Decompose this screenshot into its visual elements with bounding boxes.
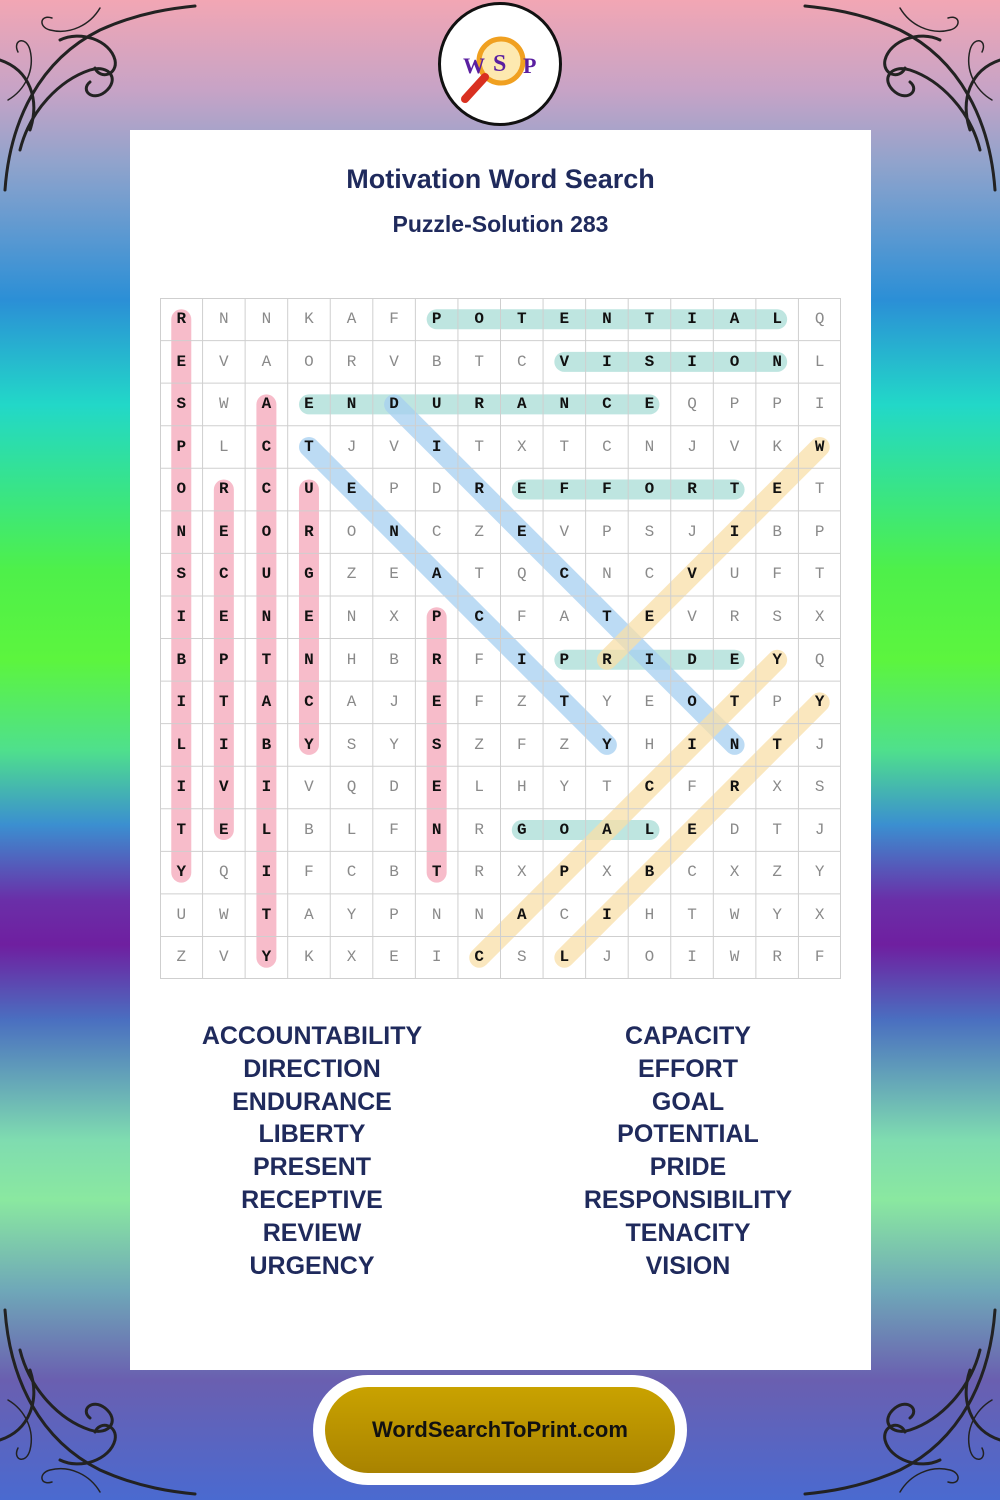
grid-cell: E xyxy=(772,480,782,499)
page-title: Motivation Word Search xyxy=(346,164,655,194)
grid-cell: Q xyxy=(687,395,697,414)
grid-cell: I xyxy=(176,607,187,626)
grid-cell: N xyxy=(346,607,357,626)
grid-cell: R xyxy=(219,480,229,499)
grid-cell: T xyxy=(304,437,314,456)
grid-cell: I xyxy=(644,650,655,669)
site-logo[interactable] xyxy=(438,2,562,126)
grid-cell: K xyxy=(772,437,782,456)
grid-cell: F xyxy=(602,480,612,499)
grid-cell: Z xyxy=(176,948,187,967)
grid-cell: N xyxy=(304,650,314,669)
grid-cell: B xyxy=(644,863,655,882)
grid-cell: S xyxy=(346,735,357,754)
grid-cell: H xyxy=(516,778,527,797)
grid-cell: E xyxy=(219,607,229,626)
grid-cell: F xyxy=(474,693,485,712)
grid-cell: L xyxy=(559,948,570,967)
word-list-item: TENACITY xyxy=(625,1218,751,1247)
grid-cell: C xyxy=(304,693,314,712)
grid-cell: A xyxy=(346,693,357,712)
grid-cell: U xyxy=(176,905,187,924)
grid-cell: T xyxy=(814,565,825,584)
grid-cell: X xyxy=(814,607,825,626)
word-list-item: ENDURANCE xyxy=(232,1087,392,1116)
grid-cell: N xyxy=(261,310,272,328)
grid-cell: T xyxy=(516,310,527,328)
grid-cell: Q xyxy=(814,650,825,669)
grid-cell: X xyxy=(389,607,399,626)
grid-cell: R xyxy=(474,863,485,882)
grid-cell: Y xyxy=(772,905,782,924)
grid-cell: N xyxy=(431,905,442,924)
grid-cell: L xyxy=(644,820,655,839)
grid-cell: T xyxy=(559,693,570,712)
grid-cell: U xyxy=(304,480,314,499)
grid-cell: N xyxy=(346,395,357,414)
grid-cell: E xyxy=(389,948,399,967)
grid-cell: P xyxy=(431,310,442,328)
grid-cell: I xyxy=(176,693,187,712)
grid-cell: T xyxy=(474,352,485,371)
grid-cell: X xyxy=(516,437,527,456)
word-list-item: ACCOUNTABILITY xyxy=(201,1022,423,1050)
grid-cell: D xyxy=(389,395,399,414)
logo-letter-p: P xyxy=(523,53,537,78)
grid-cell: S xyxy=(176,565,187,584)
word-list-item: RECEPTIVE xyxy=(241,1185,383,1214)
grid-cell: K xyxy=(304,948,314,967)
word-list-item: DIRECTION xyxy=(243,1054,381,1083)
grid-cell: A xyxy=(261,395,272,414)
grid-cell: C xyxy=(261,437,272,456)
grid-cell: E xyxy=(219,820,229,839)
grid-cell: O xyxy=(261,522,272,541)
grid-cell: A xyxy=(602,820,612,839)
grid-cell: F xyxy=(559,480,570,499)
grid-cell: V xyxy=(559,352,570,371)
grid-cell: C xyxy=(559,905,570,924)
word-list-left xyxy=(162,1020,462,1282)
grid-cell: E xyxy=(559,310,570,328)
grid-cell: N xyxy=(431,820,442,839)
grid-cell: W xyxy=(729,905,740,924)
grid-cell: O xyxy=(559,820,570,839)
grid-cell: Y xyxy=(389,735,399,754)
grid-cell: F xyxy=(516,607,527,626)
grid-cell: F xyxy=(772,565,782,584)
grid-cell: P xyxy=(559,650,570,669)
grid-cell: C xyxy=(346,863,357,882)
grid-cell: J xyxy=(687,522,697,541)
grid-cell: F xyxy=(389,310,399,328)
grid-cell: V xyxy=(219,948,229,967)
grid-cell: I xyxy=(814,395,825,414)
grid-cell: L xyxy=(346,820,357,839)
grid-cell: F xyxy=(304,863,314,882)
grid-cell: R xyxy=(304,522,314,541)
grid-cell: B xyxy=(261,735,272,754)
grid-cell: C xyxy=(474,948,485,967)
grid-cell: I xyxy=(687,735,697,754)
grid-cell: C xyxy=(261,480,272,499)
grid-cell: E xyxy=(304,607,314,626)
word-list-item: REVIEW xyxy=(262,1218,362,1247)
grid-cell: I xyxy=(602,905,612,924)
grid-cell: O xyxy=(346,522,357,541)
grid-cell: Y xyxy=(814,863,825,882)
grid-cell: U xyxy=(261,565,272,584)
grid-cell: J xyxy=(389,693,399,712)
magnifier-icon xyxy=(441,5,559,123)
grid-cell: T xyxy=(602,607,612,626)
grid-cell: R xyxy=(176,310,187,328)
grid-cell: N xyxy=(219,310,229,328)
grid-cell: S xyxy=(772,607,782,626)
grid-cell: X xyxy=(814,905,825,924)
grid-cell: J xyxy=(814,820,825,839)
grid-cell: B xyxy=(431,352,442,371)
grid-cell: H xyxy=(644,905,655,924)
grid-cell: L xyxy=(261,820,272,839)
grid-cell: S xyxy=(644,522,655,541)
grid-cell: T xyxy=(261,650,272,669)
grid-cell: I xyxy=(176,778,187,797)
grid-cell: K xyxy=(304,310,314,328)
grid-cell: S xyxy=(176,395,187,414)
grid-cell: V xyxy=(389,437,399,456)
grid-cell: Y xyxy=(304,735,314,754)
grid-cell: Z xyxy=(772,863,782,882)
grid-cell: B xyxy=(304,820,314,839)
grid-cell: I xyxy=(431,437,442,456)
grid-cell: T xyxy=(474,437,485,456)
grid-cell: T xyxy=(644,310,655,328)
grid-cell: A xyxy=(559,607,570,626)
grid-cell: Y xyxy=(176,863,187,882)
grid-cell: O xyxy=(644,948,655,967)
grid-cell: J xyxy=(814,735,825,754)
grid-cell: Q xyxy=(814,310,825,328)
grid-cell: V xyxy=(729,437,740,456)
word-list-item: CAPACITY xyxy=(625,1022,751,1050)
grid-cell: I xyxy=(729,522,740,541)
grid-cell: T xyxy=(772,735,782,754)
grid-cell: D xyxy=(729,820,740,839)
grid-cell: N xyxy=(602,565,612,584)
grid-cell: B xyxy=(389,863,399,882)
grid-cell: T xyxy=(729,480,740,499)
grid-cell: R xyxy=(687,480,697,499)
grid-cell: Y xyxy=(261,948,272,967)
grid-cell: I xyxy=(431,948,442,967)
grid-cell: E xyxy=(346,480,357,499)
grid-cell: S xyxy=(644,352,655,371)
grid-cell: C xyxy=(644,565,655,584)
grid-cell: E xyxy=(176,352,187,371)
website-link-text[interactable]: WordSearchToPrint.com xyxy=(325,1387,675,1473)
grid-cell: T xyxy=(729,693,740,712)
word-list-item: EFFORT xyxy=(638,1054,738,1083)
grid-cell: V xyxy=(304,778,314,797)
grid-cell: B xyxy=(389,650,399,669)
grid-cell: D xyxy=(687,650,697,669)
grid-cell: I xyxy=(219,735,229,754)
grid-cell: C xyxy=(602,395,612,414)
grid-cell: F xyxy=(516,735,527,754)
grid-cell: C xyxy=(687,863,697,882)
grid-cell: G xyxy=(304,565,314,584)
grid-cell: X xyxy=(516,863,527,882)
grid-cell: Z xyxy=(474,735,485,754)
grid-cell: A xyxy=(516,905,527,924)
grid-cell: N xyxy=(559,395,570,414)
grid-cell: I xyxy=(687,948,697,967)
grid-cell: U xyxy=(729,565,740,584)
logo-letter-w: W xyxy=(463,53,485,78)
grid-cell: S xyxy=(814,778,825,797)
grid-cell: J xyxy=(346,437,357,456)
grid-cell: I xyxy=(261,863,272,882)
grid-cell: J xyxy=(602,948,612,967)
word-list-item: GOAL xyxy=(651,1087,725,1116)
grid-cell: P xyxy=(559,863,570,882)
grid-cell: P xyxy=(389,905,399,924)
grid-cell: L xyxy=(772,310,782,328)
grid-cell: P xyxy=(602,522,612,541)
grid-cell: O xyxy=(687,693,697,712)
grid-cell: R xyxy=(602,650,612,669)
grid-cell: C xyxy=(602,437,612,456)
grid-cell: T xyxy=(219,693,229,712)
grid-cell: O xyxy=(729,352,740,371)
grid-cell: C xyxy=(644,778,655,797)
grid-cell: U xyxy=(431,395,442,414)
word-list-item: URGENCY xyxy=(249,1251,375,1280)
grid-cell: E xyxy=(644,607,655,626)
grid-cell: A xyxy=(729,310,740,328)
grid-cell: S xyxy=(431,735,442,754)
grid-cell: A xyxy=(431,565,442,584)
grid-cell: Q xyxy=(516,565,527,584)
grid-cell: I xyxy=(516,650,527,669)
grid-cell: W xyxy=(814,437,825,456)
grid-cell: Q xyxy=(346,778,357,797)
grid-cell: A xyxy=(346,310,357,328)
grid-cell: Y xyxy=(772,650,782,669)
grid-cell: V xyxy=(559,522,570,541)
grid-cell: L xyxy=(176,735,187,754)
grid-cell: F xyxy=(814,948,825,967)
grid-cell: N xyxy=(602,310,612,328)
grid-cell: D xyxy=(431,480,442,499)
grid-cell: E xyxy=(304,395,314,414)
grid-cell: I xyxy=(602,352,612,371)
grid-cell: P xyxy=(729,395,740,414)
grid-cell: R xyxy=(474,395,485,414)
grid-cell: E xyxy=(516,480,527,499)
grid-cell: P xyxy=(431,607,442,626)
grid-cell: C xyxy=(219,565,229,584)
grid-cell: X xyxy=(346,948,357,967)
word-list-item: PRIDE xyxy=(649,1153,727,1182)
word-list-item: VISION xyxy=(645,1251,731,1280)
grid-cell: E xyxy=(644,693,655,712)
grid-cell: X xyxy=(772,778,782,797)
grid-cell: N xyxy=(644,437,655,456)
grid-cell: Y xyxy=(602,735,612,754)
grid-cell: F xyxy=(389,820,399,839)
grid-cell: T xyxy=(602,778,612,797)
grid-cell: V xyxy=(687,565,697,584)
grid-cell: I xyxy=(261,778,272,797)
grid-cell: E xyxy=(219,522,229,541)
grid-cell: R xyxy=(729,778,740,797)
grid-cell: R xyxy=(474,480,485,499)
grid-cell: E xyxy=(516,522,527,541)
grid-cell: P xyxy=(772,395,782,414)
grid-cell: N xyxy=(261,607,272,626)
grid-cell: V xyxy=(219,778,229,797)
grid-cell: E xyxy=(644,395,655,414)
grid-cell: Y xyxy=(814,693,825,712)
grid-cell: T xyxy=(559,437,570,456)
grid-cell: P xyxy=(389,480,399,499)
grid-cell: V xyxy=(219,352,229,371)
grid-cell: S xyxy=(516,948,527,967)
grid-cell: E xyxy=(729,650,740,669)
word-list-item: PRESENT xyxy=(252,1153,372,1182)
grid-cell: Z xyxy=(516,693,527,712)
word-list-right xyxy=(538,1020,838,1282)
grid-cell: F xyxy=(687,778,697,797)
grid-cell: J xyxy=(687,437,697,456)
grid-cell: N xyxy=(729,735,740,754)
grid-cell: I xyxy=(687,352,697,371)
word-list-item: POTENTIAL xyxy=(617,1120,759,1149)
grid-cell: G xyxy=(516,820,527,839)
grid-cell: D xyxy=(389,778,399,797)
grid-cell: B xyxy=(176,650,187,669)
word-list-item: RESPONSIBILITY xyxy=(583,1185,793,1214)
grid-cell: Y xyxy=(602,693,612,712)
grid-cell: N xyxy=(474,905,485,924)
puzzle-sheet xyxy=(130,130,871,1370)
grid-cell: E xyxy=(389,565,399,584)
grid-cell: E xyxy=(431,778,442,797)
grid-cell: R xyxy=(346,352,357,371)
grid-cell: Z xyxy=(559,735,570,754)
grid-cell: T xyxy=(431,863,442,882)
grid-cell: R xyxy=(729,607,740,626)
grid-cell: L xyxy=(814,352,825,371)
grid-cell: T xyxy=(687,905,697,924)
grid-cell: A xyxy=(261,352,272,371)
grid-cell: Y xyxy=(346,905,357,924)
grid-cell: T xyxy=(772,820,782,839)
grid-cell: W xyxy=(219,395,229,414)
grid-cell: W xyxy=(219,905,229,924)
grid-cell: C xyxy=(516,352,527,371)
grid-cell: F xyxy=(474,650,485,669)
grid-cell: Y xyxy=(559,778,570,797)
grid-cell: R xyxy=(772,948,782,967)
grid-cell: T xyxy=(176,820,187,839)
page-subtitle: Puzzle-Solution 283 xyxy=(392,211,609,237)
grid-cell: C xyxy=(559,565,570,584)
grid-cell: I xyxy=(687,310,697,328)
grid-cell: V xyxy=(687,607,697,626)
grid-cell: R xyxy=(431,650,442,669)
grid-cell: Z xyxy=(346,565,357,584)
grid-cell: X xyxy=(729,863,740,882)
grid-cell: C xyxy=(431,522,442,541)
grid-cell: A xyxy=(304,905,314,924)
grid-cell: P xyxy=(814,522,825,541)
grid-cell: O xyxy=(176,480,187,499)
grid-cell: W xyxy=(729,948,740,967)
grid-cell: X xyxy=(602,863,612,882)
grid-cell: A xyxy=(516,395,527,414)
logo-letter-s: S xyxy=(493,51,507,77)
grid-cell: N xyxy=(389,522,399,541)
grid-cell: Z xyxy=(474,522,485,541)
grid-cell: E xyxy=(431,693,442,712)
grid-cell: N xyxy=(772,352,782,371)
grid-cell: R xyxy=(474,820,485,839)
grid-cell: P xyxy=(772,693,782,712)
grid-cell: A xyxy=(261,693,272,712)
grid-cell: B xyxy=(772,522,782,541)
grid-cell: L xyxy=(474,778,485,797)
grid-cell: T xyxy=(261,905,272,924)
website-button[interactable] xyxy=(313,1375,687,1485)
grid-cell: V xyxy=(389,352,399,371)
grid-cell: T xyxy=(474,565,485,584)
grid-cell: H xyxy=(644,735,655,754)
word-search-grid xyxy=(160,298,841,979)
grid-cell: L xyxy=(219,437,229,456)
word-list-item: LIBERTY xyxy=(258,1120,366,1149)
grid-cell: O xyxy=(474,310,485,328)
grid-cell: O xyxy=(304,352,314,371)
grid-cell: P xyxy=(176,437,187,456)
grid-cell: P xyxy=(219,650,229,669)
grid-cell: Q xyxy=(219,863,229,882)
grid-cell: O xyxy=(644,480,655,499)
grid-cell: E xyxy=(687,820,697,839)
grid-cell: C xyxy=(474,607,485,626)
grid-cell: H xyxy=(346,650,357,669)
grid-cell: N xyxy=(176,522,187,541)
grid-cell: T xyxy=(814,480,825,499)
